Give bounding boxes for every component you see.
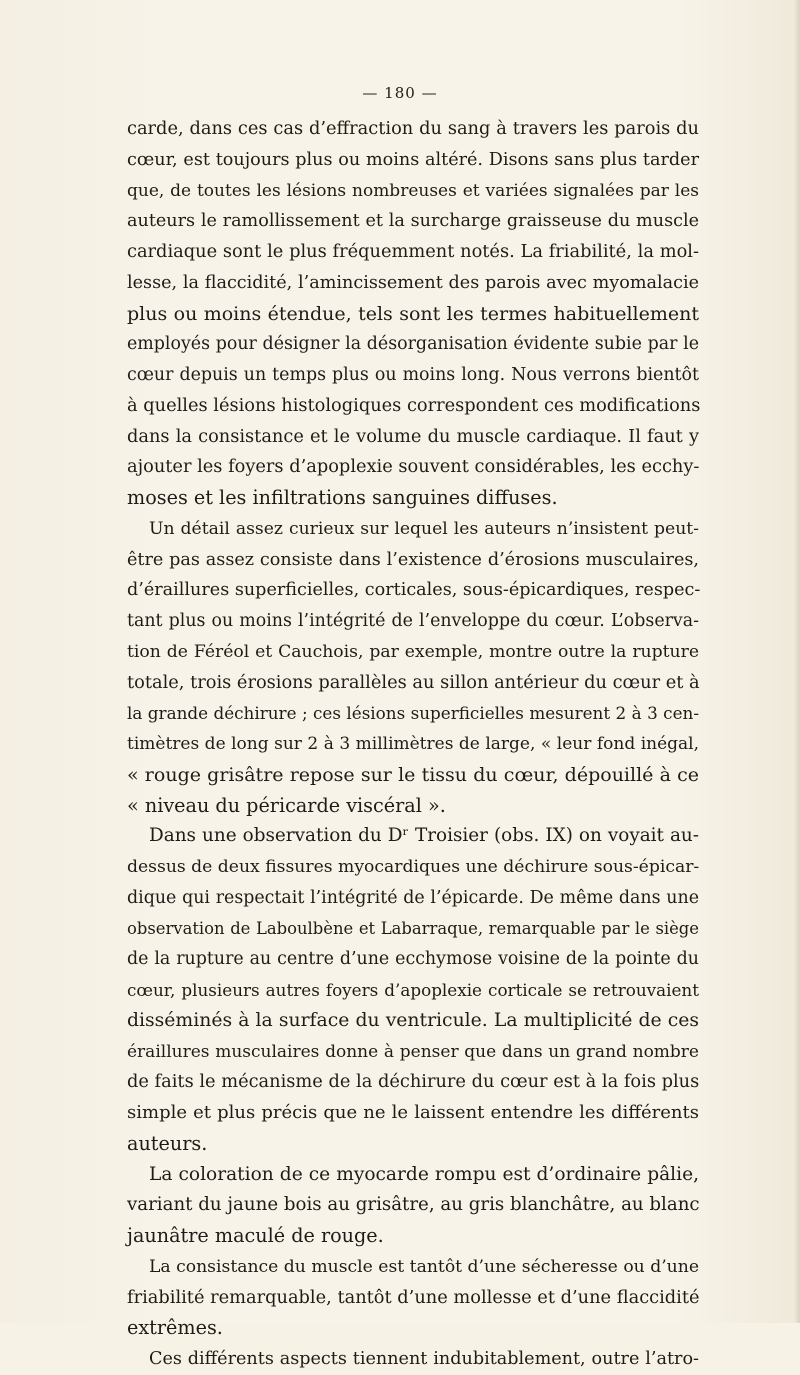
text-line: carde, dans ces cas d’effraction du sang à travers les parois du: [127, 118, 699, 139]
text-line: tant plus ou moins l’intégrité de l’enveloppe du cœur. L’observa-: [127, 611, 699, 631]
page-edge-shadow: [794, 0, 800, 1323]
text-line: Un détail assez curieux sur lequel les auteurs n’insistent peut-: [149, 518, 699, 539]
text-line: La consistance du muscle est tantôt d’une sécheresse ou d’une: [149, 1256, 699, 1277]
text-line: cardiaque sont le plus fréquemment notés. La friabilité, la mol-: [127, 241, 699, 262]
text-line: La coloration de ce myocarde rompu est d’ordinaire pâlie,: [149, 1163, 699, 1185]
body-text: [127, 114, 699, 1375]
text-line: éraillures musculaires donne à penser que dans un grand nombre: [127, 1041, 699, 1062]
text-line: tion de Féréol et Cauchois, par exemple, montre outre la rupture: [127, 641, 699, 662]
text-line: dique qui respectait l’intégrité de l’épicarde. De même dans une: [127, 887, 699, 908]
text-line: que, de toutes les lésions nombreuses et variées signalées par les: [127, 180, 699, 201]
text-line: cœur, est toujours plus ou moins altéré. Disons sans plus tarder: [127, 149, 699, 170]
text-line: cœur depuis un temps plus ou moins long. Nous verrons bientôt: [127, 365, 699, 385]
text-line: jaunâtre maculé de rouge.: [127, 1224, 384, 1247]
page-number: — 180 —: [362, 84, 438, 102]
text-line: cœur, plusieurs autres foyers d’apoplexie corticale se retrouvaient: [127, 980, 699, 1000]
text-line: disséminés à la surface du ventricule. La multiplicité de ces: [127, 1009, 699, 1031]
text-line: timètres de long sur 2 à 3 millimètres de large, « leur fond inégal,: [127, 734, 699, 754]
text-line: lesse, la flaccidité, l’amincissement des parois avec myomalacie: [127, 272, 699, 293]
text-line: plus ou moins étendue, tels sont les termes habituellement: [127, 302, 699, 325]
text-line: employés pour désigner la désorganisation évidente subie par le: [127, 334, 699, 355]
text-line: la grande déchirure ; ces lésions superficielles mesurent 2 à 3 cen-: [127, 703, 699, 724]
text-line: de faits le mécanisme de la déchirure du cœur est à la fois plus: [127, 1071, 700, 1093]
text-line: à quelles lésions histologiques correspondent ces modifications: [127, 394, 701, 416]
text-line: « niveau du péricarde viscéral ».: [127, 793, 446, 817]
text-line: dessus de deux fissures myocardiques une déchirure sous-épicar-: [127, 857, 700, 877]
text-line: totale, trois érosions parallèles au sillon antérieur du cœur et à: [127, 671, 700, 693]
text-line: moses et les infiltrations sanguines diffuses.: [127, 486, 558, 509]
text-line: auteurs le ramollissement et la surcharge graisseuse du muscle: [127, 211, 699, 232]
text-line: de la rupture au centre d’une ecchymose voisine de la pointe du: [127, 949, 699, 970]
text-line: extrêmes.: [127, 1316, 223, 1340]
text-line: auteurs.: [127, 1131, 208, 1155]
text-line: dans la consistance et le volume du muscle cardiaque. Il faut y: [127, 425, 699, 447]
text-line: être pas assez consiste dans l’existence d’érosions musculaires,: [127, 549, 699, 570]
text-line: « rouge grisâtre repose sur le tissu du cœur, dépouillé à ce: [127, 763, 699, 786]
text-line: ajouter les foyers d’apoplexie souvent considérables, les ecchy-: [127, 456, 700, 478]
text-line: Dans une observation du Dʳ Troisier (obs. IX) on voyait au-: [149, 825, 699, 847]
text-line: friabilité remarquable, tantôt d’une mollesse et d’une flaccidité: [127, 1286, 700, 1308]
text-line: observation de Laboulbène et Labarraque, remarquable par le siège: [127, 918, 699, 938]
text-line: variant du jaune bois au grisâtre, au gris blanchâtre, au blanc: [127, 1194, 700, 1216]
text-line: Ces différents aspects tiennent indubitablement, outre l’atro-: [149, 1349, 699, 1369]
text-line: simple et plus précis que ne le laissent entendre les différents: [127, 1102, 699, 1123]
text-line: d’éraillures superficielles, corticales, sous-épicardiques, respec-: [127, 580, 701, 601]
